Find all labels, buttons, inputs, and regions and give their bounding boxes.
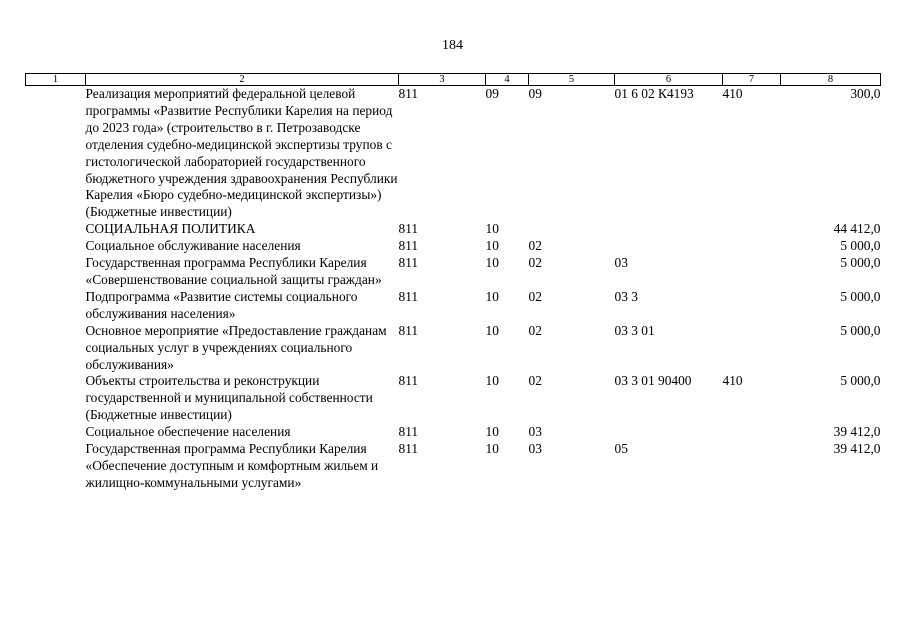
row-amount-cell: 5 000,0 (840, 238, 881, 254)
row-amount-cell: 5 000,0 (840, 255, 881, 271)
row-admin-code-cell: 811 (398, 373, 419, 389)
row-expense-type-cell (723, 238, 781, 255)
row-section-cell: 10 (485, 221, 499, 237)
row-number-cell (26, 424, 86, 441)
row-target-article-cell: 03 3 01 (614, 322, 655, 338)
row-admin-code-cell: 811 (398, 221, 419, 237)
row-target-article-cell (615, 238, 723, 255)
row-number-cell (26, 86, 86, 222)
row-target-article-cell: 01 6 02 К4193 (614, 86, 694, 101)
table-row (26, 255, 881, 289)
row-number-cell (26, 289, 86, 323)
row-amount-cell: 5 000,0 (840, 373, 881, 389)
row-section-cell: 10 (485, 373, 499, 389)
row-section-cell: 10 (485, 322, 499, 338)
table-row (26, 221, 881, 238)
row-subsection-cell: 02 (528, 373, 542, 389)
row-subsection-cell (529, 221, 615, 238)
row-target-article-cell: 03 3 01 90400 (614, 373, 692, 389)
row-number-cell (26, 255, 86, 289)
header-col-3: 3 (399, 74, 486, 86)
row-number-cell (26, 373, 86, 424)
header-col-6: 6 (615, 74, 723, 86)
row-admin-code-cell: 811 (398, 86, 419, 101)
row-admin-code-cell: 811 (398, 255, 419, 271)
row-section-cell: 09 (485, 86, 499, 101)
row-expense-type-cell (723, 323, 781, 374)
row-subsection-cell: 02 (528, 255, 542, 271)
row-number-cell (26, 323, 86, 374)
row-section-cell: 10 (485, 238, 499, 254)
row-amount-cell: 44 412,0 (833, 221, 881, 237)
row-section-cell: 10 (485, 424, 499, 440)
row-admin-code-cell: 811 (398, 424, 419, 440)
row-name-cell: Реализация мероприятий федеральной целевой программы «Развитие Республики Карелия на период до 2023 года» (строительство в г. Петрозаводске отделения судебно-медицинской экспертизы трупов с гистологической лабораторией государственного бюджетного учреждения здравоохранения Республики Карелия «Бюро судебно-медицинской экспертизы») (Бюджетные инвестиции) (85, 86, 398, 220)
table-row (26, 238, 881, 255)
row-amount-cell: 5 000,0 (840, 322, 881, 338)
row-section-cell: 10 (485, 441, 499, 457)
row-subsection-cell: 03 (528, 441, 542, 457)
row-subsection-cell: 03 (528, 424, 542, 440)
header-col-7: 7 (723, 74, 781, 86)
row-name-cell: СОЦИАЛЬНАЯ ПОЛИТИКА (85, 221, 256, 237)
row-amount-cell: 39 412,0 (833, 441, 881, 457)
row-name-cell: Государственная программа Республики Карелия «Обеспечение доступным и комфортным жильем и жилищно-коммунальными услугами» (85, 441, 379, 490)
header-col-5: 5 (529, 74, 615, 86)
row-admin-code-cell: 811 (398, 238, 419, 254)
row-amount-cell: 300,0 (850, 86, 881, 101)
row-subsection-cell: 09 (528, 86, 542, 101)
table-row (26, 373, 881, 424)
row-target-article-cell: 03 (614, 255, 628, 271)
page-number: 184 (442, 38, 463, 53)
row-target-article-cell (615, 221, 723, 238)
table-row (26, 441, 881, 492)
row-expense-type-cell: 410 (722, 373, 743, 389)
row-admin-code-cell: 811 (398, 288, 419, 304)
row-expense-type-cell (723, 255, 781, 289)
header-col-1: 1 (26, 74, 86, 86)
row-section-cell: 10 (485, 255, 499, 271)
row-subsection-cell: 02 (528, 288, 542, 304)
row-expense-type-cell (723, 221, 781, 238)
table-row (26, 424, 881, 441)
row-name-cell: Социальное обслуживание населения (85, 238, 301, 254)
header-col-4: 4 (486, 74, 529, 86)
row-admin-code-cell: 811 (398, 322, 419, 338)
row-expense-type-cell (723, 424, 781, 441)
table-row (26, 323, 881, 374)
row-number-cell (26, 441, 86, 492)
row-subsection-cell: 02 (528, 238, 542, 254)
header-row (26, 74, 881, 86)
header-col-2: 2 (86, 74, 399, 86)
row-target-article-cell: 03 3 (614, 288, 638, 304)
row-number-cell (26, 221, 86, 238)
row-number-cell (26, 238, 86, 255)
header-col-8: 8 (781, 74, 881, 86)
table-row (26, 86, 881, 222)
row-target-article-cell: 05 (614, 441, 628, 457)
row-name-cell: Социальное обеспечение населения (85, 424, 291, 440)
row-expense-type-cell (723, 289, 781, 323)
row-admin-code-cell: 811 (398, 441, 419, 457)
row-subsection-cell: 02 (528, 322, 542, 338)
row-amount-cell: 5 000,0 (840, 288, 881, 304)
table-row (26, 289, 881, 323)
row-section-cell: 10 (485, 288, 499, 304)
row-name-cell: Государственная программа Республики Карелия «Совершенствование социальной защиты граждан» (85, 255, 382, 287)
row-name-cell: Подпрограмма «Развитие системы социального обслуживания населения» (85, 288, 358, 321)
row-name-cell: Основное мероприятие «Предоставление гражданам социальных услуг в учреждениях социального обслуживания» (85, 322, 387, 372)
row-amount-cell: 39 412,0 (833, 424, 881, 440)
row-name-cell: Объекты строительства и реконструкции государственной и муниципальной собственности (Бюджетные инвестиции) (85, 373, 373, 423)
table-body (26, 86, 881, 492)
row-expense-type-cell: 410 (722, 86, 743, 101)
row-expense-type-cell (723, 441, 781, 492)
row-target-article-cell (615, 424, 723, 441)
budget-table (25, 73, 881, 492)
